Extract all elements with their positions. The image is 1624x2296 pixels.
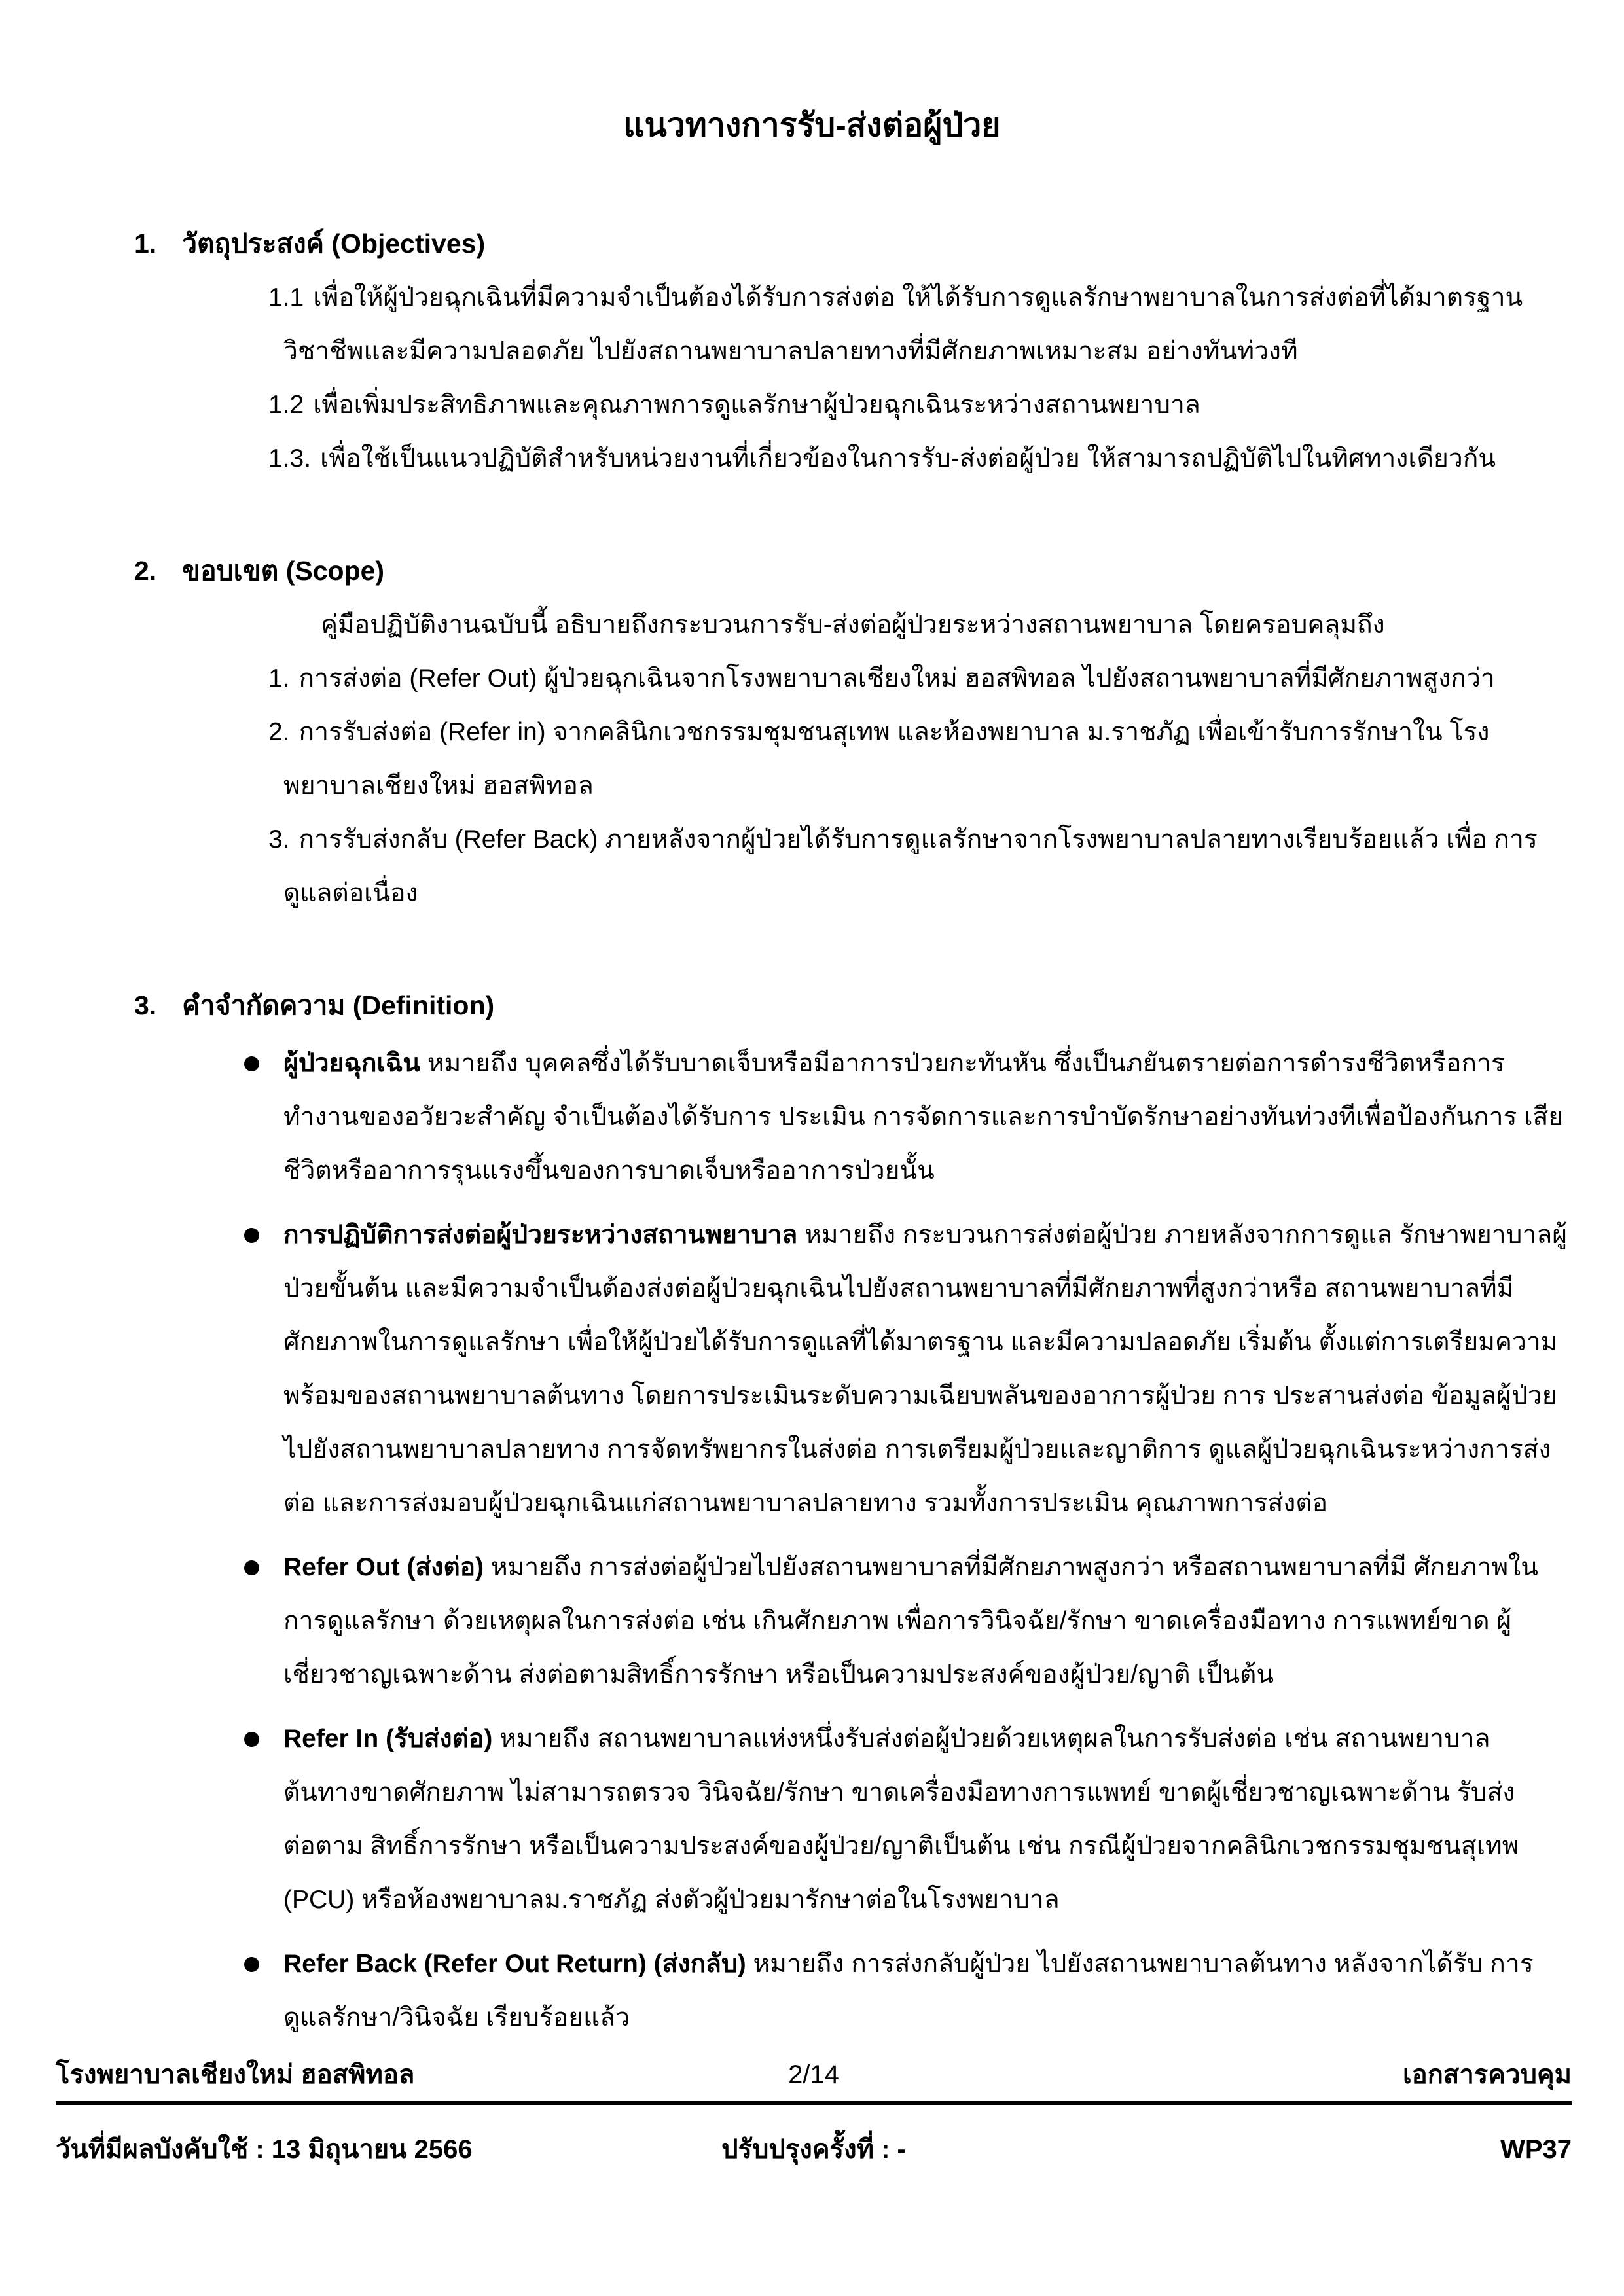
definition-term: ผู้ป่วยฉุกเฉิน [283,1049,421,1077]
item-text: การรับส่งต่อ (Refer in) จากคลินิกเวชกรรมชุมชนสุเทพ และห้องพยาบาล ม.ราชภัฏ เพื่อเข้ารับการรักษาใน โรงพยาบาลเชียงใหม่ ฮอสพิทอล [283,718,1490,800]
footer-effective-date: วันที่มีผลบังคับใช้ : 13 มิถุนายน 2566 [56,2135,473,2164]
item-label: 1.2 [268,391,304,419]
footer-hospital-name: โรงพยาบาลเชียงใหม่ ฮอสพิทอล [56,2060,415,2089]
section-intro: คู่มือปฏิบัติงานฉบับนี้ อธิบายถึงกระบวนการรับ-ส่งต่อผู้ป่วยระหว่างสถานพยาบาล โดยครอบคลุมถึง [321,611,1385,639]
numbered-item [134,378,1573,432]
item-label: 1. [268,664,290,692]
definition-text: หมายถึง การส่งต่อผู้ป่วยไปยังสถานพยาบาลที่มีศักยภาพสูงกว่า หรือสถานพยาบาลที่มี ศักยภาพในการดูแลรักษา ด้วยเหตุผลในการส่งต่อ เช่น เกินศักยภาพ เพื่อการวินิจฉัย/รักษา ขาดเครื่องมือทาง การแพทย์ขาด ผู้เชี่ยวชาญเฉพาะด้าน ส่งต่อตามสิทธิ์การรักษา หรือเป็นความประสงค์ของผู้ป่วย/ญาติ เป็นต้น [283,1553,1538,1689]
bullet-icon [244,1560,259,1575]
item-text: การส่งต่อ (Refer Out) ผู้ป่วยฉุกเฉินจากโรงพยาบาลเชียงใหม่ ฮอสพิทอล ไปยังสถานพยาบาลที่มีศักยภาพสูงกว่า [298,664,1495,692]
numbered-item [134,652,1573,706]
section-heading-row [134,543,1573,598]
numbered-item [134,706,1573,813]
numbered-item [134,432,1573,486]
section-heading-row [134,978,1573,1033]
definition-item [134,1037,1573,1198]
item-text: การรับส่งกลับ (Refer Back) ภายหลังจากผู้ป่วยได้รับการดูแลรักษาจากโรงพยาบาลปลายทางเรียบร้อยแล้ว เพื่อ การดูแลต่อเนื่อง [283,825,1538,907]
footer-page-number: 2/14 [788,2060,839,2089]
section-number: 2. [134,556,157,586]
footer-revision: ปรับปรุงครั้งที่ : - [721,2135,906,2164]
definition-item [134,1937,1573,2045]
definition-term: Refer Back (Refer Out Return) (ส่งกลับ) [283,1950,746,1978]
footer-meta-row [56,2130,1572,2169]
section-number: 1. [134,228,157,259]
section-heading-row [134,216,1573,271]
item-text: เพื่อให้ผู้ป่วยฉุกเฉินที่มีความจำเป็นต้องได้รับการส่งต่อ ให้ได้รับการดูแลรักษาพยาบาลในการส่งต่อที่ได้มาตรฐาน วิชาชีพและมีความปลอดภัย ไปยังสถานพยาบาลปลายทางที่มีศักยภาพเหมาะสม อย่างทันท่วงที [283,283,1523,365]
item-text: เพื่อเพิ่มประสิทธิภาพและคุณภาพการดูแลรักษาผู้ป่วยฉุกเฉินระหว่างสถานพยาบาล [313,391,1200,419]
page-footer [0,2055,1624,2169]
numbered-item [134,271,1573,378]
definition-item [134,1208,1573,1530]
bullet-icon [244,1957,259,1972]
bullet-icon [244,1732,259,1747]
section-heading: วัตถุประสงค์ (Objectives) [182,228,486,259]
section-1 [134,216,1573,486]
numbered-item [134,813,1573,920]
section-heading: ขอบเขต (Scope) [182,556,385,586]
footer-doc-control-label: เอกสารควบคุม [1402,2060,1572,2089]
definition-text: หมายถึง สถานพยาบาลแห่งหนึ่งรับส่งต่อผู้ป่วยด้วยเหตุผลในการรับส่งต่อ เช่น สถานพยาบาล ต้นทางขาดศักยภาพ ไม่สามารถตรวจ วินิจฉัย/รักษา ขาดเครื่องมือทางการแพทย์ ขาดผู้เชี่ยวชาญเฉพาะด้าน รับส่ง ต่อตาม สิทธิ์การรักษา หรือเป็นความประสงค์ของผู้ป่วย/ญาติเป็นต้น เช่น กรณีผู้ป่วยจากคลินิกเวชกรรมชุมชนสุเทพ (PCU) หรือห้องพยาบาลม.ราชภัฏ ส่งตัวผู้ป่วยมารักษาต่อในโรงพยาบาล [283,1725,1519,1914]
item-label: 1.3. [268,444,312,473]
definition-item [134,1712,1573,1927]
bullet-icon [244,1228,259,1243]
definition-text: หมายถึง กระบวนการส่งต่อผู้ป่วย ภายหลังจากการดูแล รักษาพยาบาลผู้ป่วยขั้นต้น และมีความจำเป็นต้องส่งต่อผู้ป่วยฉุกเฉินไปยังสถานพยาบาลที่มีศักยภาพที่สูงกว่าหรือ สถานพยาบาลที่มีศักยภาพในการดูแลรักษา เพื่อให้ผู้ป่วยได้รับการดูแลที่ได้มาตรฐาน และมีความปลอดภัย เริ่มต้น ตั้งแต่การเตรียมความพร้อมของสถานพยาบาลต้นทาง โดยการประเมินระดับความเฉียบพลันของอาการผู้ป่วย การ ประสานส่งต่อ ข้อมูลผู้ป่วยไปยังสถานพยาบาลปลายทาง การจัดทรัพยากรในส่งต่อ การเตรียมผู้ป่วยและญาติการ ดูแลผู้ป่วยฉุกเฉินระหว่างการส่งต่อ และการส่งมอบผู้ป่วยฉุกเฉินแก่สถานพยาบาลปลายทาง รวมทั้งการประเมิน คุณภาพการส่งต่อ [283,1221,1568,1517]
section-heading: คำจำกัดความ (Definition) [182,990,495,1020]
definition-item [134,1541,1573,1702]
section-number: 3. [134,990,157,1020]
definition-term: การปฏิบัติการส่งต่อผู้ป่วยระหว่างสถานพยาบาล [283,1221,798,1249]
definitions-list [134,1037,1573,2045]
definition-text: หมายถึง บุคคลซึ่งได้รับบาดเจ็บหรือมีอาการป่วยกะทันหัน ซึ่งเป็นภยันตรายต่อการดำรงชีวิตหรือการ ทำงานของอวัยวะสำคัญ จำเป็นต้องได้รับการ ประเมิน การจัดการและการบำบัดรักษาอย่างทันท่วงทีเพื่อป้องกันการ เสียชีวิตหรืออาการรุนแรงขึ้นของการบาดเจ็บหรืออาการป่วยนั้น [283,1049,1564,1185]
item-label: 1.1 [268,283,304,312]
item-label: 3. [268,825,290,853]
section-2 [134,543,1573,920]
document-body [0,153,1624,2055]
document-title: แนวทางการรับ-ส่งต่อผู้ป่วย [623,107,1001,143]
definition-text: หมายถึง การส่งกลับผู้ป่วย ไปยังสถานพยาบาลต้นทาง หลังจากได้รับ การดูแลรักษา/วินิจฉัย เรียบร้อยแล้ว [283,1950,1534,2032]
definition-term: Refer In (รับส่งต่อ) [283,1725,493,1753]
section-3 [134,978,1573,2045]
definition-term: Refer Out (ส่งต่อ) [283,1553,484,1581]
item-label: 2. [268,718,290,746]
bullet-icon [244,1056,259,1071]
footer-doc-code: WP37 [1500,2135,1572,2164]
item-text: เพื่อใช้เป็นแนวปฏิบัติสำหรับหน่วยงานที่เกี่ยวข้องในการรับ-ส่งต่อผู้ป่วย ให้สามารถปฏิบัติไปในทิศทางเดียวกัน [320,444,1496,473]
footer-control-row [56,2055,1572,2105]
